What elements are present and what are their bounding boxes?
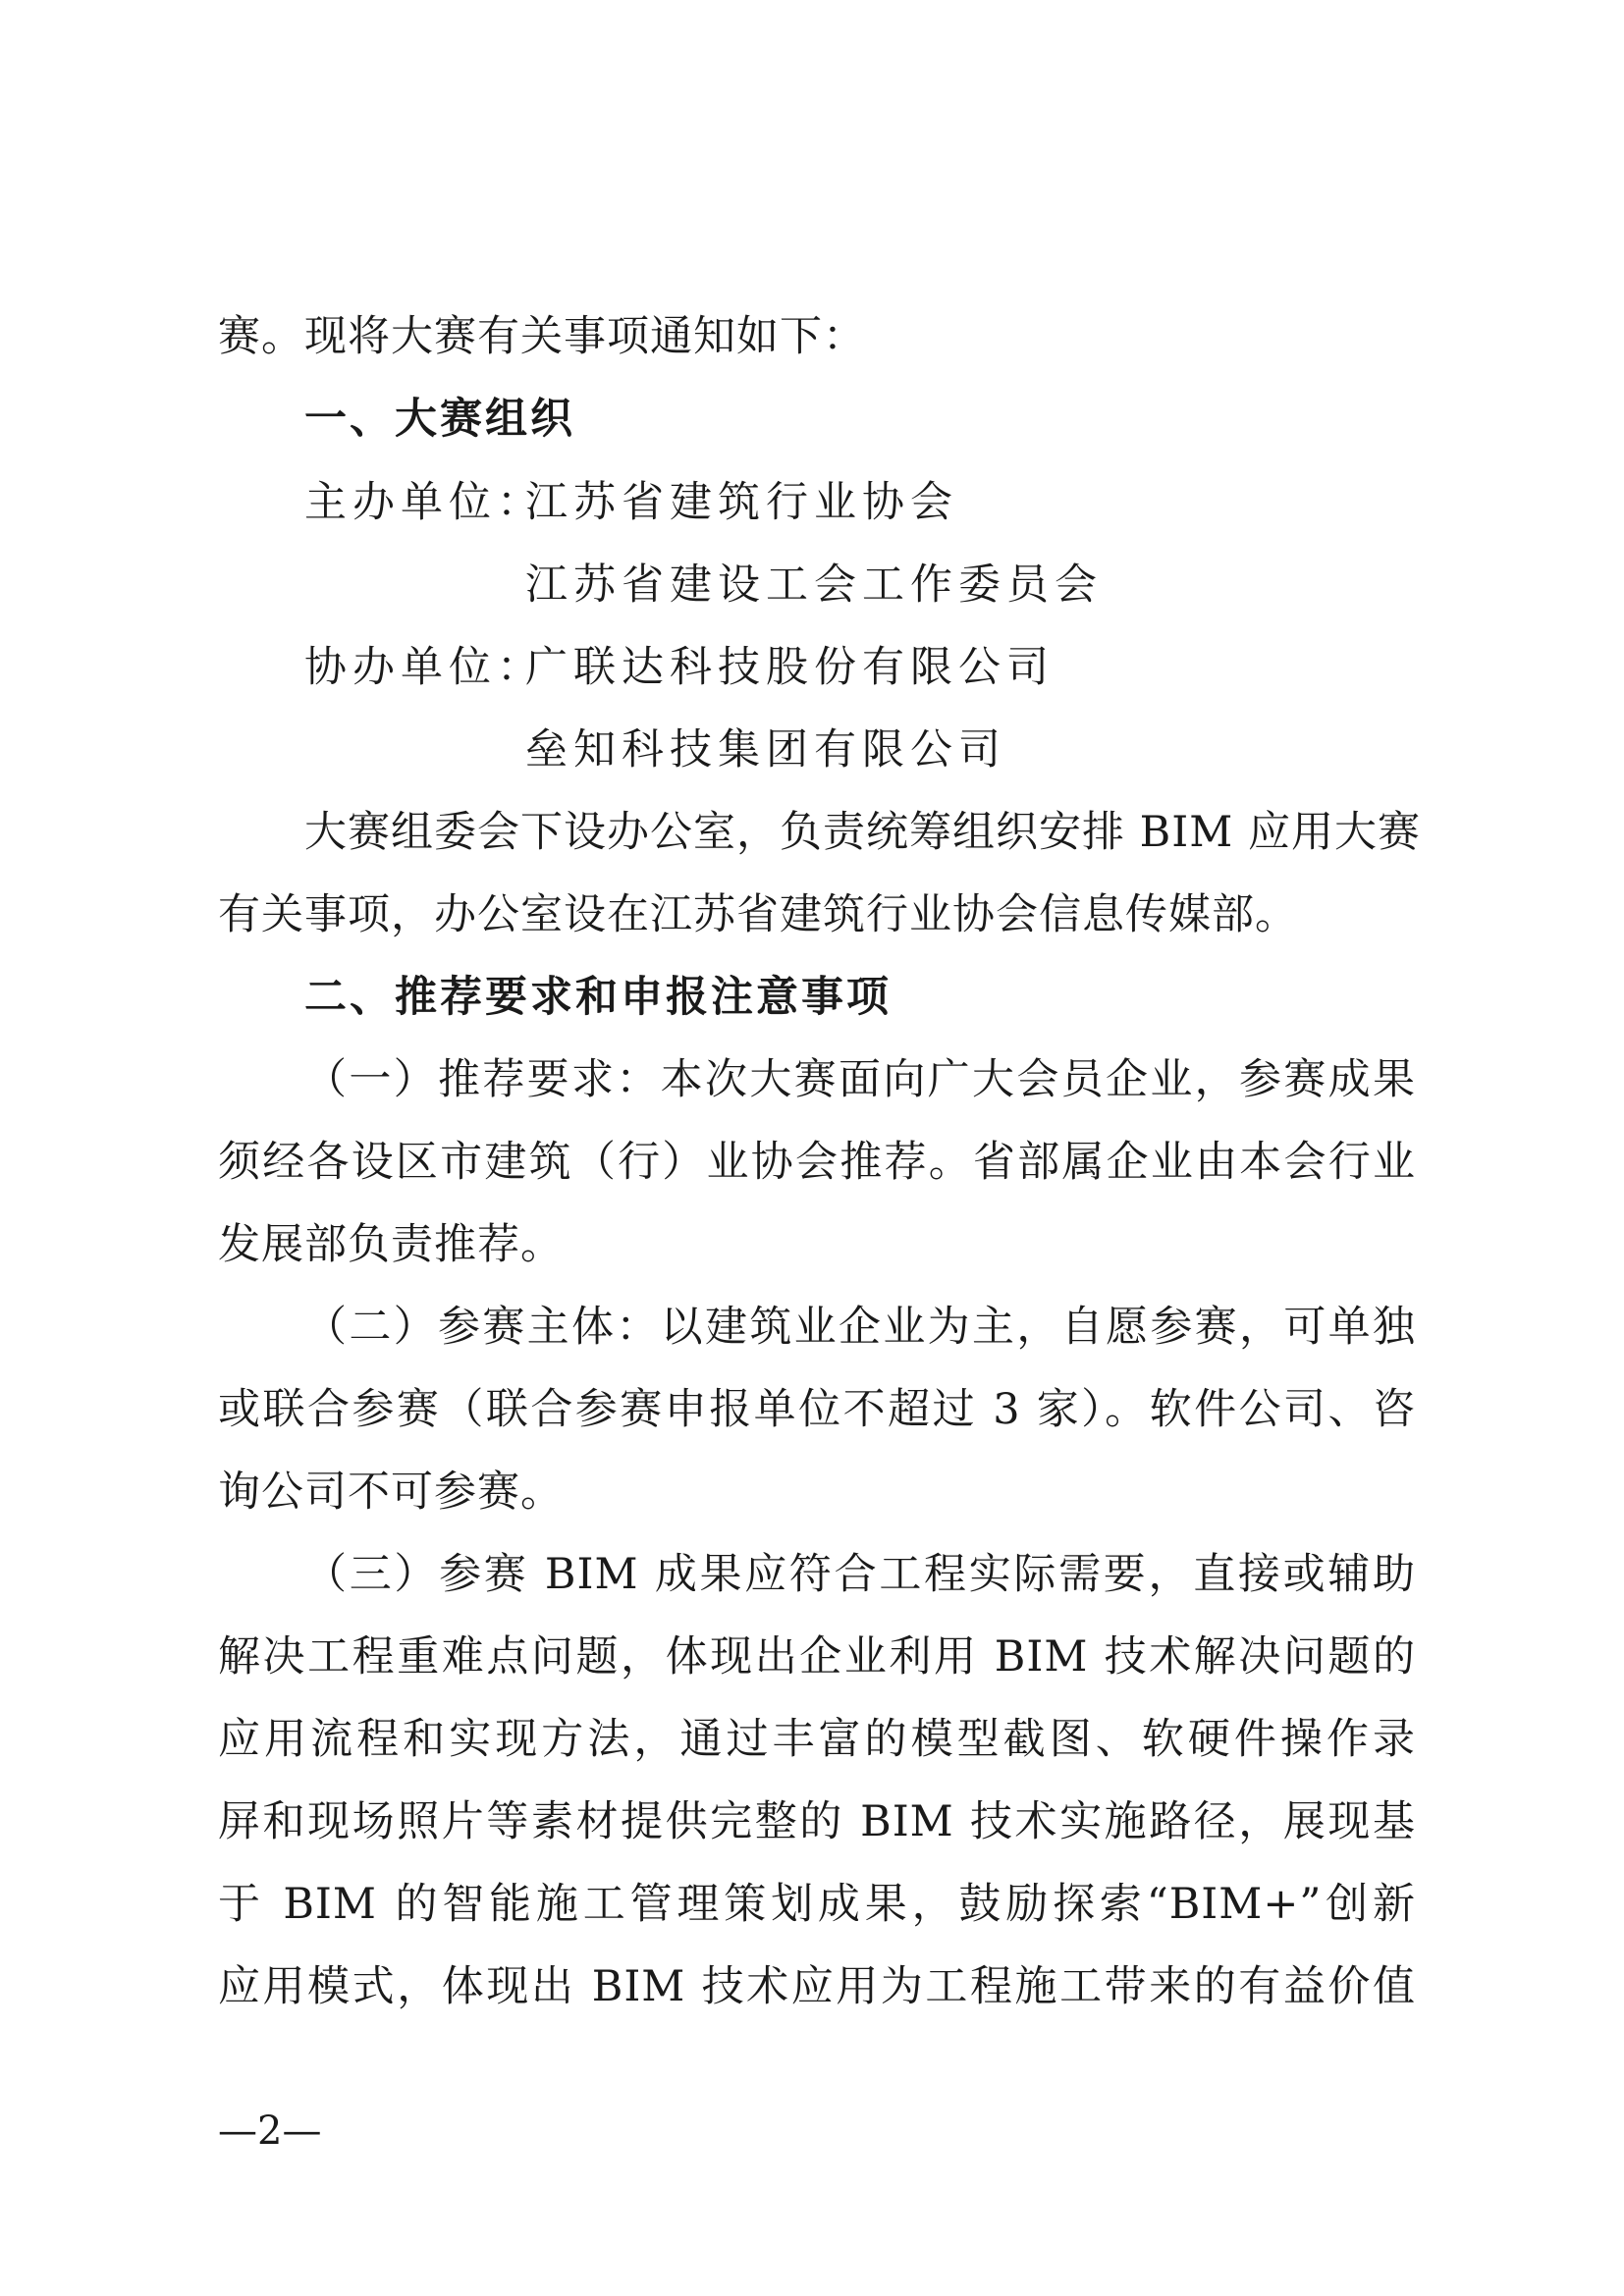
paragraph-line: 应用流程和实现方法，通过丰富的模型截图、软硬件操作录 <box>218 1715 1416 1764</box>
paragraph-line: （二）参赛主体：以建筑业企业为主，自愿参赛，可单独 <box>304 1303 1416 1352</box>
paragraph-line: 或联合参赛（联合参赛申报单位不超过 3 家）。软件公司、咨 <box>218 1385 1416 1434</box>
paragraph-line: 询公司不可参赛。 <box>218 1468 564 1517</box>
co-host-label: 协办单位： <box>304 643 545 692</box>
co-host-org: 垒知科技集团有限公司 <box>525 725 1006 774</box>
section-heading: 二、推荐要求和申报注意事项 <box>304 973 892 1022</box>
paragraph-line: 有关事项，办公室设在江苏省建筑行业协会信息传媒部。 <box>218 890 1298 939</box>
section-heading: 一、大赛组织 <box>304 395 575 444</box>
page-number: —2— <box>218 2109 322 2154</box>
host-label: 主办单位： <box>304 478 545 527</box>
paragraph-line: 赛。现将大赛有关事项通知如下： <box>218 312 866 361</box>
co-host-org: 广联达科技股份有限公司 <box>525 643 1055 692</box>
host-org: 江苏省建筑行业协会 <box>525 478 958 527</box>
paragraph-line: 发展部负责推荐。 <box>218 1220 564 1269</box>
paragraph-line: 于 BIM 的智能施工管理策划成果，鼓励探索“BIM+”创新 <box>218 1880 1416 1929</box>
paragraph-line: （三）参赛 BIM 成果应符合工程实际需要，直接或辅助 <box>304 1550 1416 1599</box>
host-org: 江苏省建设工会工作委员会 <box>525 561 1103 610</box>
paragraph-line: 屏和现场照片等素材提供完整的 BIM 技术实施路径，展现基 <box>218 1797 1416 1846</box>
paragraph-line: （一）推荐要求：本次大赛面向广大会员企业，参赛成果 <box>304 1055 1416 1104</box>
paragraph-line: 应用模式，体现出 BIM 技术应用为工程施工带来的有益价值 <box>218 1962 1416 2011</box>
paragraph-line: 解决工程重难点问题，体现出企业利用 BIM 技术解决问题的 <box>218 1632 1416 1682</box>
paragraph-line: 须经各设区市建筑（行）业协会推荐。省部属企业由本会行业 <box>218 1138 1416 1187</box>
paragraph-line: 大赛组委会下设办公室，负责统筹组织安排 BIM 应用大赛 <box>304 808 1421 857</box>
